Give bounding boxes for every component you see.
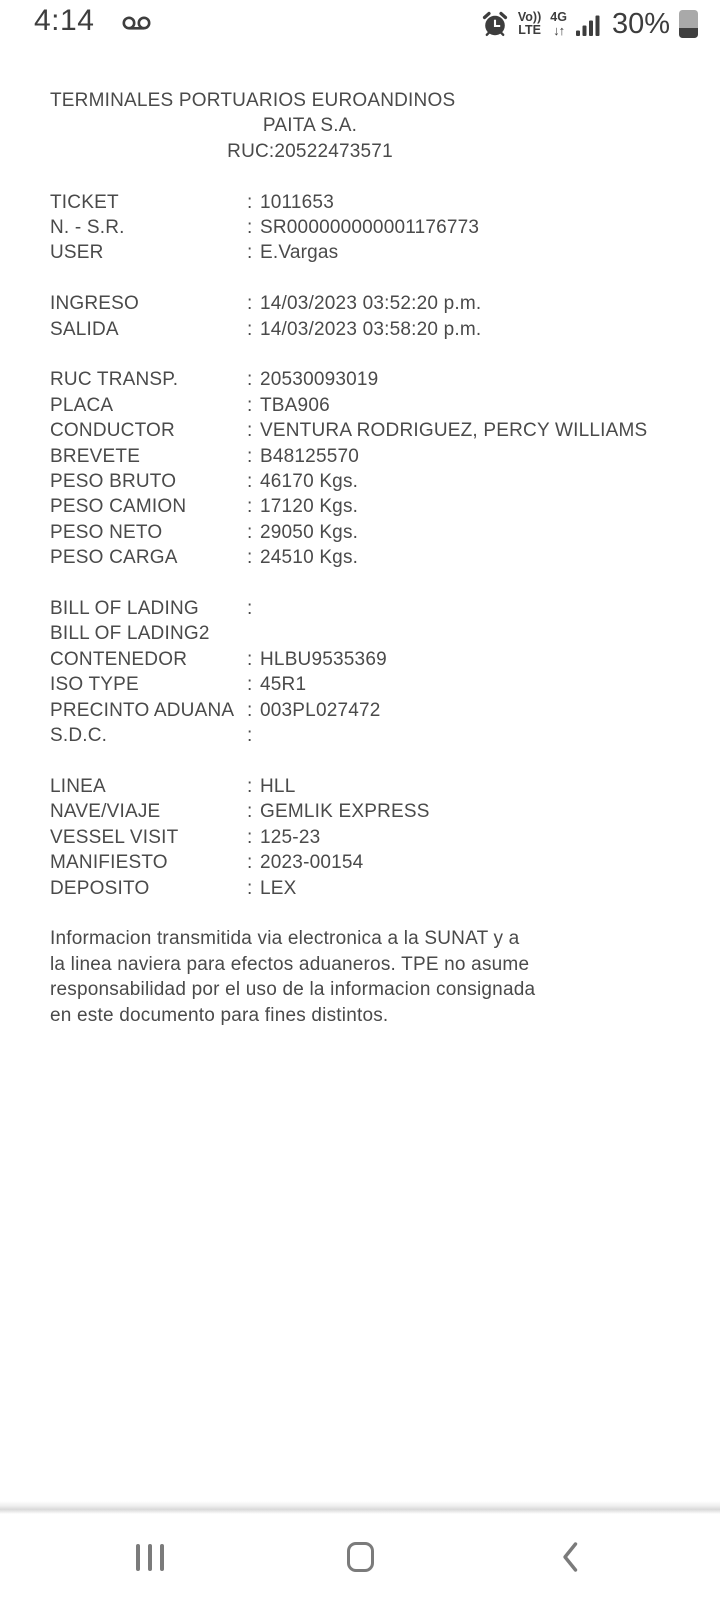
volte-icon bbox=[518, 11, 541, 37]
volte-top: Vo)) bbox=[517, 10, 542, 24]
field-label: S.D.C. bbox=[50, 725, 108, 747]
field-value: 1011653 bbox=[260, 191, 334, 213]
ticket-section bbox=[50, 190, 690, 266]
home-button[interactable] bbox=[320, 1514, 400, 1600]
field-colon: : bbox=[247, 598, 253, 620]
field-value: VENTURA RODRIGUEZ, PERCY WILLIAMS bbox=[260, 420, 648, 442]
field-colon: : bbox=[247, 725, 253, 747]
branch-name: PAITA S.A. bbox=[262, 115, 358, 137]
field-value: B48125570 bbox=[260, 445, 360, 467]
field-label: PESO CARGA bbox=[50, 547, 178, 569]
ticket-row bbox=[50, 672, 690, 697]
ticket-row bbox=[50, 291, 690, 316]
signal-strength-icon bbox=[576, 12, 601, 37]
field-value: 125-23 bbox=[260, 826, 321, 848]
field-colon: : bbox=[247, 217, 253, 239]
field-colon: : bbox=[247, 369, 253, 391]
status-icons bbox=[481, 0, 698, 48]
ticket-row bbox=[50, 190, 690, 215]
ticket-row bbox=[50, 698, 690, 723]
alarm-icon bbox=[481, 10, 509, 38]
ticket-row bbox=[50, 494, 690, 519]
field-colon: : bbox=[247, 801, 253, 823]
field-value: 003PL027472 bbox=[260, 699, 381, 721]
field-colon: : bbox=[247, 471, 253, 493]
company-ruc: RUC:20522473571 bbox=[227, 140, 393, 162]
field-value: 29050 Kgs. bbox=[260, 521, 359, 543]
field-value: TBA906 bbox=[260, 394, 330, 416]
field-value: 2023-00154 bbox=[260, 852, 364, 874]
field-colon: : bbox=[247, 420, 253, 442]
ticket-row bbox=[50, 596, 690, 621]
disclaimer-line: en este documento para fines distintos. bbox=[50, 1004, 389, 1026]
field-label: DEPOSITO bbox=[50, 877, 150, 899]
back-chevron-icon bbox=[562, 1541, 578, 1573]
field-label: PRECINTO ADUANA bbox=[50, 699, 235, 721]
field-value: E.Vargas bbox=[260, 242, 339, 264]
field-colon: : bbox=[247, 242, 253, 264]
field-label: RUC TRANSP. bbox=[50, 369, 179, 391]
field-value: 24510 Kgs. bbox=[260, 547, 359, 569]
ticket-row bbox=[50, 621, 690, 646]
navigation-bar bbox=[0, 1514, 720, 1600]
field-value: HLL bbox=[260, 775, 296, 797]
field-value: SR000000000001176773 bbox=[260, 217, 480, 239]
ticket-row bbox=[50, 393, 690, 418]
network-4g-icon bbox=[550, 11, 567, 37]
field-label: USER bbox=[50, 242, 104, 264]
field-label: PESO NETO bbox=[50, 521, 163, 543]
field-colon: : bbox=[247, 496, 253, 518]
ticket-row bbox=[50, 367, 690, 392]
field-colon: : bbox=[247, 775, 253, 797]
field-colon: : bbox=[247, 445, 253, 467]
field-colon: : bbox=[247, 521, 253, 543]
field-label: NAVE/VIAJE bbox=[50, 801, 161, 823]
ticket-section bbox=[50, 367, 690, 570]
ticket-row bbox=[50, 317, 690, 342]
field-label: ISO TYPE bbox=[50, 674, 139, 696]
field-value: 14/03/2023 03:58:20 p.m. bbox=[260, 318, 482, 340]
ticket-row bbox=[50, 520, 690, 545]
disclaimer bbox=[50, 926, 690, 1028]
field-colon: : bbox=[247, 648, 253, 670]
battery-icon bbox=[679, 10, 698, 38]
field-label: PESO BRUTO bbox=[50, 471, 177, 493]
field-label: LINEA bbox=[50, 775, 106, 797]
ticket-section bbox=[50, 596, 690, 748]
company-name: TERMINALES PORTUARIOS EUROANDINOS bbox=[50, 90, 456, 111]
ticket-row bbox=[50, 723, 690, 748]
ticket-row bbox=[50, 876, 690, 901]
field-label: CONTENEDOR bbox=[50, 648, 188, 670]
field-value: LEX bbox=[260, 877, 297, 899]
ticket-row bbox=[50, 215, 690, 240]
field-value: GEMLIK EXPRESS bbox=[260, 801, 430, 823]
field-value: 46170 Kgs. bbox=[260, 471, 359, 493]
nav-divider bbox=[0, 1501, 720, 1514]
recents-button[interactable] bbox=[110, 1514, 190, 1600]
field-label: BILL OF LADING2 bbox=[50, 623, 210, 645]
ticket-document bbox=[50, 88, 690, 1028]
ticket-row bbox=[50, 647, 690, 672]
field-label: BILL OF LADING bbox=[50, 598, 199, 620]
field-colon bbox=[247, 621, 260, 646]
field-label: PLACA bbox=[50, 394, 114, 416]
volte-bottom: LTE bbox=[518, 23, 541, 37]
clock-time: 4:14 bbox=[34, 4, 95, 37]
field-label: BREVETE bbox=[50, 445, 141, 467]
field-label: MANIFIESTO bbox=[50, 852, 168, 874]
ticket-row bbox=[50, 850, 690, 875]
ticket-row bbox=[50, 418, 690, 443]
home-icon bbox=[347, 1542, 374, 1572]
ticket-section bbox=[50, 291, 690, 342]
network-type: 4G bbox=[550, 10, 567, 24]
ticket-row bbox=[50, 240, 690, 265]
field-colon: : bbox=[247, 699, 253, 721]
ticket-section bbox=[50, 774, 690, 901]
disclaimer-line: Informacion transmitida via electronica a la SUNAT y a bbox=[50, 928, 520, 950]
field-label: CONDUCTOR bbox=[50, 420, 175, 442]
field-label: SALIDA bbox=[50, 318, 119, 340]
field-label: TICKET bbox=[50, 191, 119, 213]
field-value: 14/03/2023 03:52:20 p.m. bbox=[260, 293, 482, 315]
back-button[interactable] bbox=[530, 1514, 610, 1600]
recents-icon bbox=[136, 1544, 164, 1571]
field-value: 17120 Kgs. bbox=[260, 496, 359, 518]
battery-percent: 30% bbox=[611, 7, 670, 40]
ticket-row bbox=[50, 825, 690, 850]
field-colon: : bbox=[247, 293, 253, 315]
field-colon: : bbox=[247, 852, 253, 874]
ticket-row bbox=[50, 799, 690, 824]
field-label: PESO CAMION bbox=[50, 496, 187, 518]
ticket-row bbox=[50, 444, 690, 469]
status-bar bbox=[0, 0, 720, 48]
ticket-row bbox=[50, 469, 690, 494]
field-colon: : bbox=[247, 394, 253, 416]
field-value: 45R1 bbox=[260, 674, 307, 696]
field-colon: : bbox=[247, 318, 253, 340]
disclaimer-line: la linea naviera para efectos aduaneros. TPE no asume bbox=[50, 953, 530, 975]
field-colon: : bbox=[247, 674, 253, 696]
data-arrows-icon: ↓↑ bbox=[553, 23, 565, 38]
field-label: N. - S.R. bbox=[50, 217, 125, 239]
field-colon: : bbox=[247, 191, 253, 213]
field-colon: : bbox=[247, 547, 253, 569]
field-value: 20530093019 bbox=[260, 369, 379, 391]
field-colon: : bbox=[247, 826, 253, 848]
ticket-sections bbox=[50, 190, 690, 901]
field-label: INGRESO bbox=[50, 293, 140, 315]
field-label: VESSEL VISIT bbox=[50, 826, 179, 848]
field-value: HLBU9535369 bbox=[260, 648, 387, 670]
field-colon: : bbox=[247, 877, 253, 899]
ticket-row bbox=[50, 545, 690, 570]
voicemail-icon bbox=[122, 15, 154, 32]
ticket-row bbox=[50, 774, 690, 799]
disclaimer-line: responsabilidad por el uso de la informacion consignada bbox=[50, 979, 536, 1001]
